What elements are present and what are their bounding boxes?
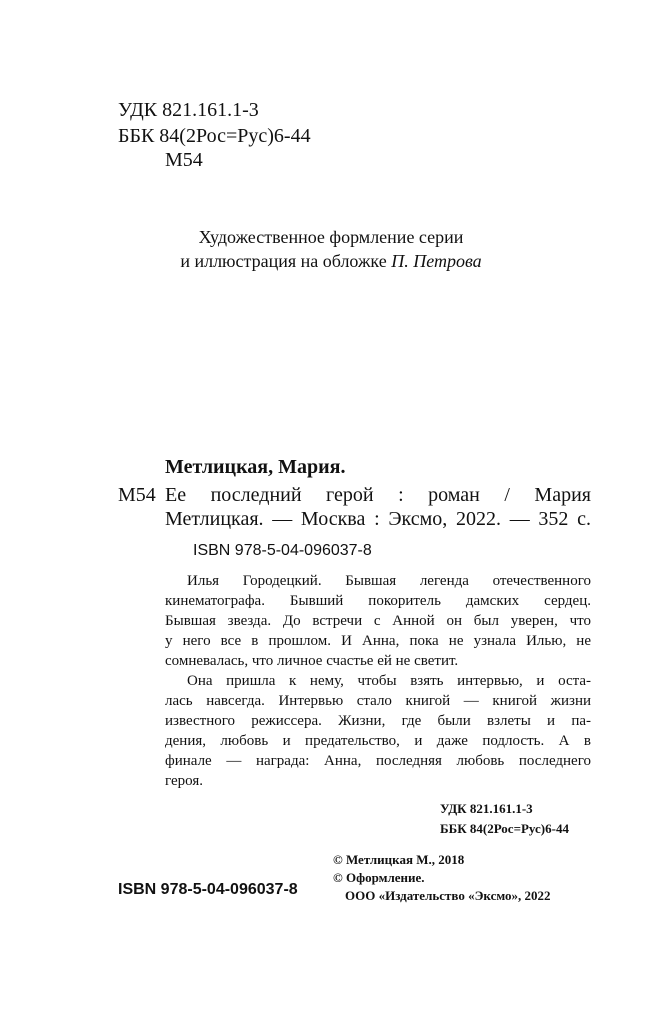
copyright-design: © Оформление.: [333, 870, 425, 885]
footer-isbn: ISBN 978-5-04-096037-8: [118, 881, 298, 898]
udk-code: УДК 821.161.1-3: [118, 99, 259, 121]
annotation-line: финале — награда: Анна, последняя любовь последнего: [165, 753, 591, 769]
annotation-line: сомневалась, что личное счастье ей не светит.: [165, 653, 459, 669]
annotation-line: Илья Городецкий. Бывшая легенда отечественного: [187, 573, 591, 589]
annotation-line: у него все в прошлом. И Анна, пока не узнала Илью, не: [165, 633, 591, 649]
copyright-publisher: ООО «Издательство «Эксмо», 2022: [345, 888, 551, 903]
copyright-author: © Метлицкая М., 2018: [333, 852, 465, 867]
credit-line-2: [0, 250, 662, 272]
catalog-author: Метлицкая, Мария.: [165, 456, 346, 478]
catalog-isbn: ISBN 978-5-04-096037-8: [193, 542, 372, 559]
annotation-line: Бывшая звезда. До встречи с Анной он был уверен, что: [165, 613, 591, 629]
annotation-line: известного режиссера. Жизни, где были взлеты и па-: [165, 713, 591, 729]
annotation-line: лась навсегда. Интервью стало книгой — книгой жизни: [165, 693, 591, 709]
annotation-line: дения, любовь и предательство, и даже подлость. А в: [165, 733, 591, 749]
credit-line-1: Художественное формление серии: [198, 227, 464, 247]
annotation-line: кинематографа. Бывший покоритель дамских сердец.: [165, 593, 591, 609]
illustrator-name: П. Петрова: [391, 251, 482, 271]
annotation-line: Она пришла к нему, чтобы взять интервью, и оста-: [187, 673, 591, 689]
catalog-code: М54: [118, 484, 156, 506]
bbk-code: ББК 84(2Рос=Рус)6-44: [118, 125, 311, 147]
author-mark: М54: [165, 149, 203, 171]
catalog-title-line-1: Ее последний герой : роман / Мария: [165, 484, 591, 506]
bbk-code-small: ББК 84(2Рос=Рус)6-44: [440, 821, 569, 836]
udk-code-small: УДК 821.161.1-3: [440, 801, 533, 816]
credit-line-2-prefix: и иллюстрация на обложке: [180, 251, 392, 271]
catalog-title-line-2: Метлицкая. — Москва : Эксмо, 2022. — 352 с.: [165, 508, 591, 530]
annotation-line: героя.: [165, 773, 203, 789]
